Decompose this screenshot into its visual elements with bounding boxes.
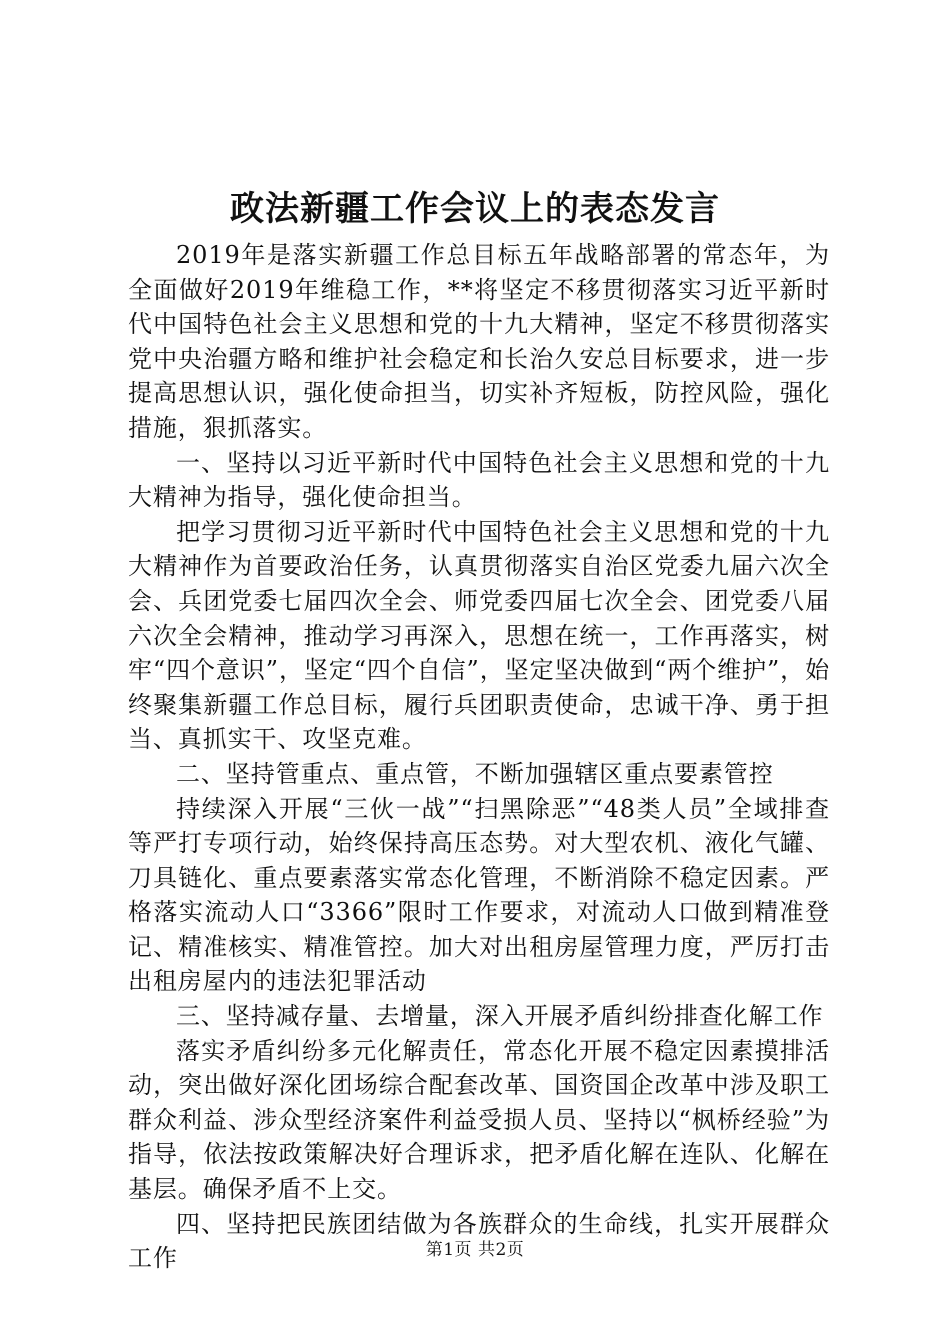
paragraph-section-3: 落实矛盾纠纷多元化解责任，常态化开展不稳定因素摸排活动，突出做好深化团场综合配套改革、国资国企改革中涉及职工群众利益、涉众型经济案件利益受损人员、坚持以“枫桥经验”为指导，依法按政策解决好合理诉求，把矛盾化解在连队、化解在基层。确保矛盾不上交。 — [128, 1036, 830, 1204]
paragraph-section-2: 持续深入开展“三伙一战”“扫黑除恶”“48类人员”全域排查等严打专项行动，始终保持高压态势。对大型农机、液化气罐、刀具链化、重点要素落实常态化管理，不断消除不稳定因素。严格落实流动人口“3366”限时工作要求，对流动人口做到精准登记、精准核实、精准管控。加大对出租房屋管理力度，严厉打击出租房屋内的违法犯罪活动 — [128, 794, 830, 996]
heading-section-1: 一、坚持以习近平新时代中国特色社会主义思想和党的十九大精神为指导，强化使命担当。 — [128, 448, 830, 512]
heading-section-4: 四、坚持把民族团结做为各族群众的生命线，扎实开展群众工作 — [128, 1209, 830, 1273]
document-body — [128, 238, 830, 1276]
heading-section-2: 二、坚持管重点、重点管，不断加强辖区重点要素管控 — [176, 759, 774, 788]
paragraph-intro: 2019年是落实新疆工作总目标五年战略部署的常态年，为全面做好2019年维稳工作，**将坚定不移贯彻落实习近平新时代中国特色社会主义思想和党的十九大精神，坚定不移贯彻落实党中央治疆方略和维护社会稳定和长治久安总目标要求，进一步提高思想认识，强化使命担当，切实补齐短板，防控风险，强化措施，狠抓落实。 — [128, 241, 830, 442]
paragraph-section-1: 把学习贯彻习近平新时代中国特色社会主义思想和党的十九大精神作为首要政治任务，认真贯彻落实自治区党委九届六次全会、兵团党委七届四次全会、师党委四届七次全会、团党委八届六次全会精神，推动学习再深入，思想在统一，工作再落实，树牢“四个意识”，坚定“四个自信”，坚定坚决做到“两个维护”，始终聚集新疆工作总目标，履行兵团职责使命，忠诚干净、勇于担当、真抓实干、攻坚克难。 — [128, 517, 830, 754]
page-footer: 第1页 共2页 — [425, 1240, 525, 1260]
document-title: 政法新疆工作会议上的表态发言 — [230, 189, 720, 229]
heading-section-3: 三、坚持减存量、去增量，深入开展矛盾纠纷排查化解工作 — [176, 1002, 824, 1031]
